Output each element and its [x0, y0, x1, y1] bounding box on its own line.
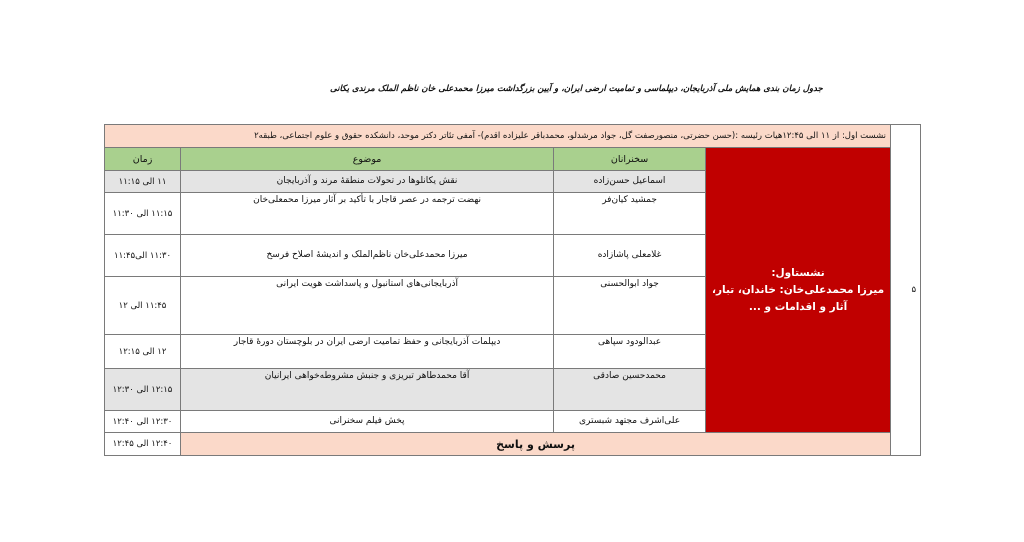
column-header-row — [105, 148, 921, 171]
column-header-time: زمان — [105, 148, 181, 171]
schedule-table — [104, 124, 921, 456]
topic-text: آذربایجانی‌های استانبول و پاسداشت هویت ایرانی — [181, 277, 554, 335]
panel-label: نشستاول: — [771, 266, 825, 279]
topic-text: دیپلمات آذربایجانی و حفظ تمامیت ارضی ایران در بلوچستان دورهٔ قاجار — [181, 335, 554, 369]
session-header: نشست اول: از ۱۱ الی ۱۲:۴۵هیات رئیسه :(حسن حضرتی، منصورصفت گل، جواد مرشدلو، محمدباقر علیزاده اقدم)- آمفی تئاتر دکتر موحد، دانشکده حقوق و علوم اجتماعی، طبقه۲ — [105, 125, 891, 148]
panel-title: میرزا محمدعلی‌خان: خاندان، تبار، آثار و اقدامات و ... — [711, 283, 885, 313]
speaker-name: جمشید کیان‌فر — [554, 193, 706, 235]
time-slot: ۱۲:۱۵ الی ۱۲:۳۰ — [105, 369, 181, 411]
topic-text: نقش یکانلوها در تحولات منطقهٔ مرند و آذربایجان — [181, 171, 554, 193]
column-header-topic: موضوع — [181, 148, 554, 171]
qa-label: پرسش و پاسخ — [181, 433, 891, 456]
session-header-row — [105, 125, 921, 148]
time-slot: ۱۱:۱۵ الی ۱۱:۳۰ — [105, 193, 181, 235]
time-slot: ۱۱ الی ۱۱:۱۵ — [105, 171, 181, 193]
panel-title-cell — [706, 148, 891, 433]
qa-time: ۱۲:۴۰ الی ۱۲:۴۵ — [105, 433, 181, 456]
time-slot: ۱۲:۳۰ الی ۱۲:۴۰ — [105, 411, 181, 433]
speaker-name: علی‌اشرف مجتهد شبستری — [554, 411, 706, 433]
topic-text: پخش فیلم سخنرانی — [181, 411, 554, 433]
topic-text: میرزا محمدعلی‌خان ناظم‌الملک و اندیشهٔ اصلاح فرسخ — [181, 235, 554, 277]
qa-row — [105, 433, 921, 456]
topic-text: آقا محمدطاهر تبریزی و جنبش مشروطه‌خواهی ایرانیان — [181, 369, 554, 411]
time-slot: ۱۱:۳۰ الی۱۱:۴۵ — [105, 235, 181, 277]
speaker-name: عبدالودود سپاهی — [554, 335, 706, 369]
time-slot: ۱۲ الی ۱۲:۱۵ — [105, 335, 181, 369]
session-number: ۵ — [891, 125, 921, 456]
topic-text: نهضت ترجمه در عصر قاجار با تأکید بر آثار میرزا محمعلی‌خان — [181, 193, 554, 235]
speaker-name: جواد ابوالحسنی — [554, 277, 706, 335]
column-header-speakers: سخنرانان — [554, 148, 706, 171]
speaker-name: محمدحسین صادقی — [554, 369, 706, 411]
speaker-name: اسماعیل حسن‌زاده — [554, 171, 706, 193]
speaker-name: غلامعلی پاشازاده — [554, 235, 706, 277]
page-title: جدول زمان بندی همایش ملی آذربایجان، دیپلماسی و تمامیت ارضی ایران، و آیین بزرگداشت میرزا محمدعلی خان ناظم الملک مرندی یکانی — [330, 84, 823, 94]
time-slot: ۱۱:۴۵ الی ۱۲ — [105, 277, 181, 335]
